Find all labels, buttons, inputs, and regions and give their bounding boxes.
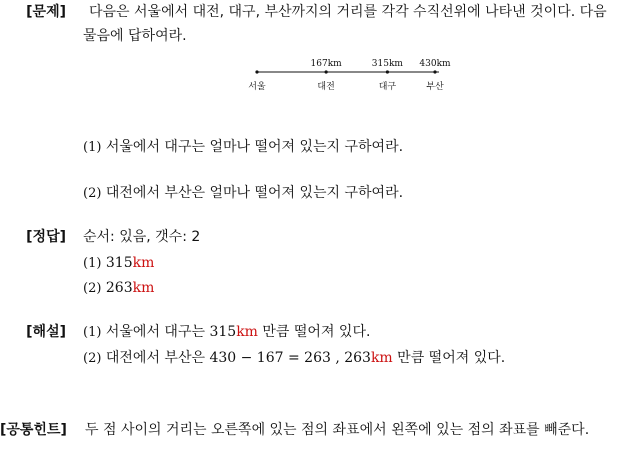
question-1-text: 서울에서 대구는 얼마나 떨어져 있는지 구하여라. (105, 139, 404, 155)
answer-1 (83, 252, 154, 275)
hint-label: [공통힌트] (0, 422, 67, 438)
question-2-text: 대전에서 부산은 얼마나 떨어져 있는지 구하여라. (105, 185, 404, 201)
hint-text: 두 점 사이의 거리는 오른쪽에 있는 점의 좌표에서 왼쪽에 있는 점의 좌표를 빼준다. (85, 422, 590, 438)
explanation-1-post: 만큼 떨어져 있다. (262, 324, 371, 340)
answer-1-unit: km (132, 255, 155, 271)
number-line-distance-label: 167km (310, 59, 342, 69)
explanation-2-pre: 대전에서 부산은 (105, 350, 205, 366)
question-2 (83, 182, 403, 205)
number-line-distance-label: 315km (371, 59, 403, 69)
explanation-label: [해설] (26, 324, 66, 340)
number-line-city-label: 서울 (248, 82, 266, 92)
number-line-city-label: 대구 (378, 82, 397, 92)
explanation-2 (83, 347, 505, 370)
number-line-point-1 (255, 70, 258, 73)
explanation-1-value: 315 (209, 324, 237, 340)
answer-2 (83, 277, 154, 300)
number-line-point-4 (433, 70, 436, 73)
question-2-number: (2) (83, 186, 102, 201)
explanation-1-unit: km (236, 324, 258, 340)
number-line-city-label: 부산 (426, 82, 444, 92)
number-line-city-label: 대전 (317, 82, 335, 92)
question-1 (83, 136, 403, 159)
problem-label: [문제] (26, 4, 66, 20)
answer-2-value: 263 (105, 280, 133, 296)
explanation-1-number: (1) (83, 325, 102, 340)
number-line-point-2 (325, 70, 328, 73)
explanation-2-post: 만큼 떨어져 있다. (397, 350, 506, 366)
number-line (245, 54, 461, 94)
explanation-1-pre: 서울에서 대구는 (105, 324, 205, 340)
explanation-1 (83, 321, 370, 344)
answer-1-number: (1) (83, 256, 102, 271)
question-1-number: (1) (83, 140, 102, 155)
answer-2-unit: km (132, 280, 155, 296)
answer-1-value: 315 (105, 255, 133, 271)
explanation-2-unit: km (370, 350, 393, 366)
explanation-2-expression: 430 − 167 = 263 , 263 (209, 350, 371, 366)
problem-text: 다음은 서울에서 대전, 대구, 부산까지의 거리를 각각 수직선위에 나타낸 것이다. 다음 물음에 답하여라. (83, 4, 607, 44)
number-line-point-3 (386, 70, 389, 73)
answer-label: [정답] (26, 229, 66, 245)
answer-meta: 순서: 있음, 갯수: 2 (83, 229, 201, 245)
number-line-distance-label: 430km (419, 59, 451, 69)
answer-2-number: (2) (83, 281, 102, 296)
explanation-2-number: (2) (83, 351, 102, 366)
